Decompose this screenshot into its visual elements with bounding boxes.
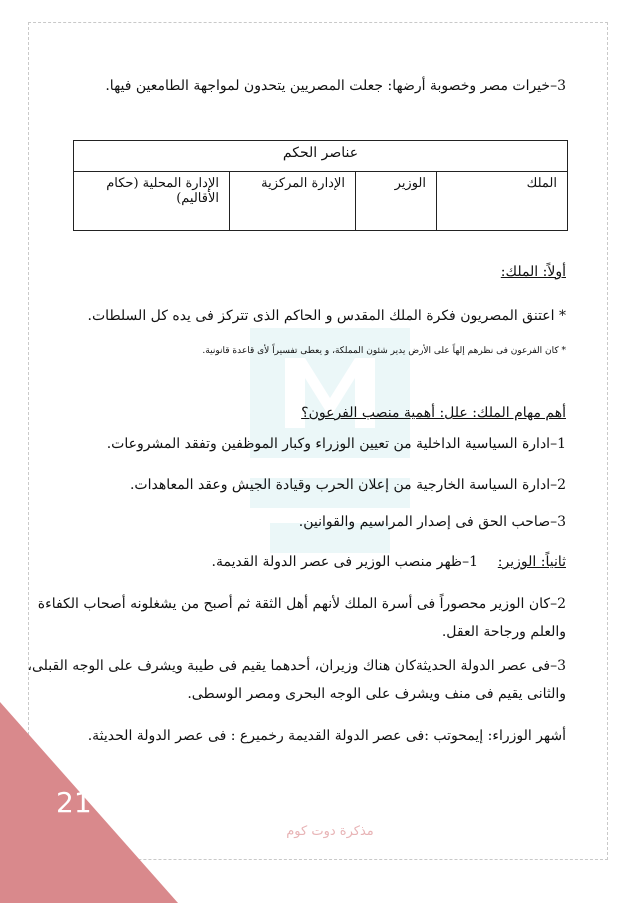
heading-king: أولاً: الملك: [500, 264, 566, 280]
item-3: 3–خيرات مصر وخصوبة أرضها: جعلت المصريين يتحدون لمواجهة الطامعين فيها. [105, 78, 566, 94]
footer-brand: مذكرة دوت كوم [286, 824, 374, 839]
king-tasks-question: أهم مهام الملك: علل: أهمية منصب الفرعون؟ [301, 405, 566, 421]
vizier-point-3b: والثانى يقيم فى منف ويشرف على الوجه البحرى ومصر الوسطى. [187, 686, 566, 702]
table-title: عناصر الحكم [74, 141, 568, 172]
vizier-point-3a: 3–فى عصر الدولة الحديثةكان هناك وزيران، أحدهما يقيم فى طيبة ويشرف على الوجه القبلى، [27, 658, 566, 674]
vizier-point-1: 1–ظهر منصب الوزير فى عصر الدولة القديمة. [211, 554, 478, 570]
table-cell-vizier: الوزير [356, 172, 437, 231]
page-number: 21 [56, 786, 92, 819]
task-3: 3–صاحب الحق فى إصدار المراسيم والقوانين. [298, 514, 566, 530]
king-note: * كان الفرعون فى نظرهم إلهاً على الأرض يدير شئون المملكة، و يعطى تفسيراً لأى قاعدة قانونية. [202, 346, 566, 356]
table-cell-central-admin: الإدارة المركزية [230, 172, 356, 231]
vizier-point-2b: والعلم ورجاحة العقل. [441, 624, 566, 640]
task-2: 2–ادارة السياسة الخارجية من إعلان الحرب وقيادة الجيش وعقد المعاهدات. [129, 477, 566, 493]
table-cell-king: الملك [437, 172, 568, 231]
king-paragraph: * اعتنق المصريون فكرة الملك المقدس و الحاكم الذى تتركز فى يده كل السلطات. [87, 308, 566, 324]
governance-table [73, 140, 568, 231]
vizier-heading: ثانياً: الوزير: [497, 554, 566, 570]
task-1: 1–ادارة السياسية الداخلية من تعيين الوزراء وكبار الموظفين وتفقد المشروعات. [106, 436, 566, 452]
vizier-point-2a: 2–كان الوزير محصوراً فى أسرة الملك لأنهم أهل الثقة ثم أصبح من يشغلونه أصحاب الكفاءة [37, 596, 566, 612]
table-cell-local-admin: الإدارة المحلية (حكام الأقاليم) [74, 172, 230, 231]
famous-viziers: أشهر الوزراء: إيمحوتب :فى عصر الدولة القديمة رخميرع : فى عصر الدولة الحديثة. [87, 728, 566, 744]
